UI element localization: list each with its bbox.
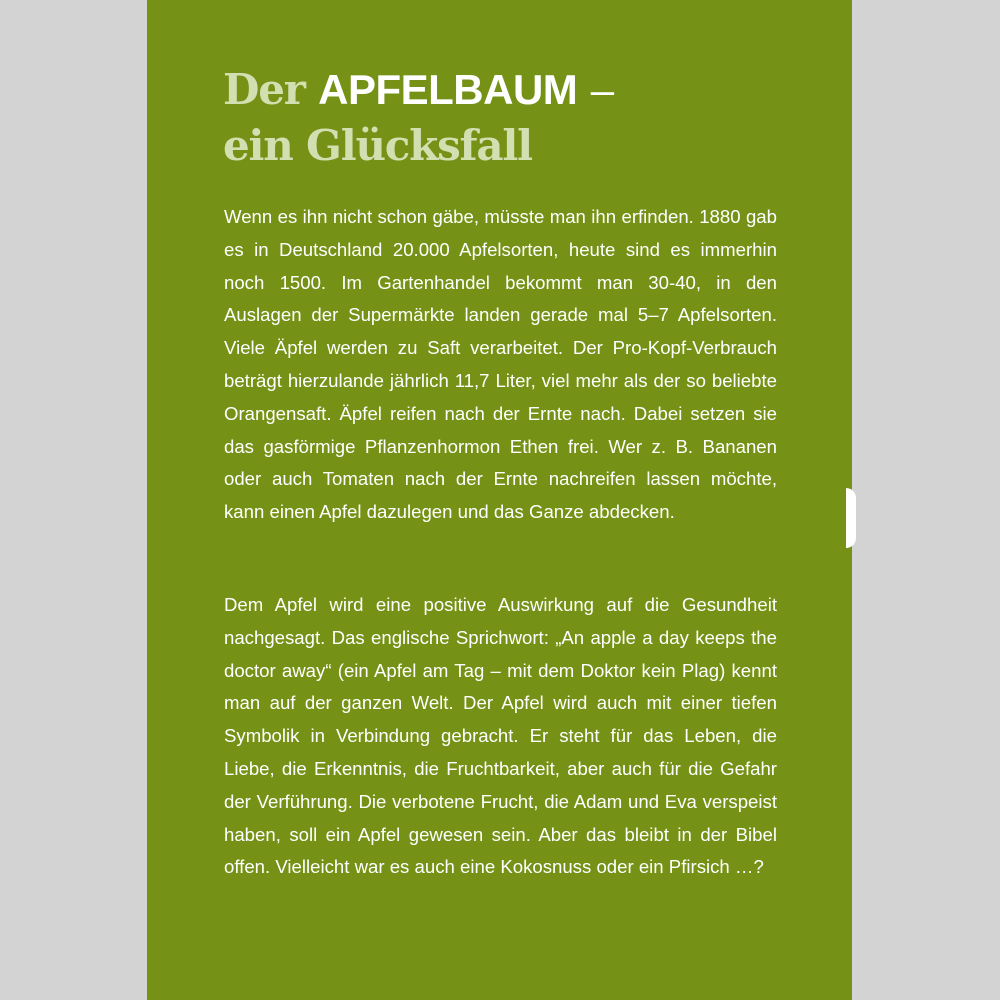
title-prefix: Der [223,65,305,114]
title-line2: ein Glücksfall [223,121,532,170]
page-edge-tab [846,488,856,548]
paragraph-1: Wenn es ihn nicht schon gäbe, müsste man ihn erfinden. 1880 gab es in Deutschland 20.000 Apfelsorten, heute sind es immerhin noch 1500. Im Gartenhandel bekommt man 30-40, in den Auslagen der Supermärkte landen gerade mal 5–7 Apfelsorten. Viele Äpfel werden zu Saft verarbeitet. Der Pro-Kopf-Verbrauch beträgt hierzulande jährlich 11,7 Liter, viel mehr als der so beliebte Orangensaft. Äpfel reifen nach der Ernte nach. Dabei setzen sie das gasförmige Pflanzenhormon Ethen frei. Wer z. B. Bananen oder auch Tomaten nach der Ernte nachreifen lassen möchte, kann einen Apfel dazulegen und das Ganze abdecken. [224,206,777,523]
page-title [223,62,613,174]
title-highlight: APFELBAUM [318,66,578,113]
book-page [147,0,852,1000]
title-dash: – [590,66,613,113]
paragraph-2: Dem Apfel wird eine positive Auswirkung auf die Gesundheit nachgesagt. Das englische Sprichwort: „An apple a day keeps the doctor away“ (ein Apfel am Tag – mit dem Doktor kein Plag) kennt man auf der ganzen Welt. Der Apfel wird auch mit einer tiefen Symbolik in Verbindung gebracht. Er steht für das Leben, die Liebe, die Erkenntnis, die Fruchtbarkeit, aber auch für die Gefahr der Verführung. Die verbotene Frucht, die Adam und Eva verspeist haben, soll ein Apfel gewesen sein. Aber das bleibt in der Bibel offen. Vielleicht war es auch eine Kokosnuss oder ein Pfirsich …? [224,594,777,878]
